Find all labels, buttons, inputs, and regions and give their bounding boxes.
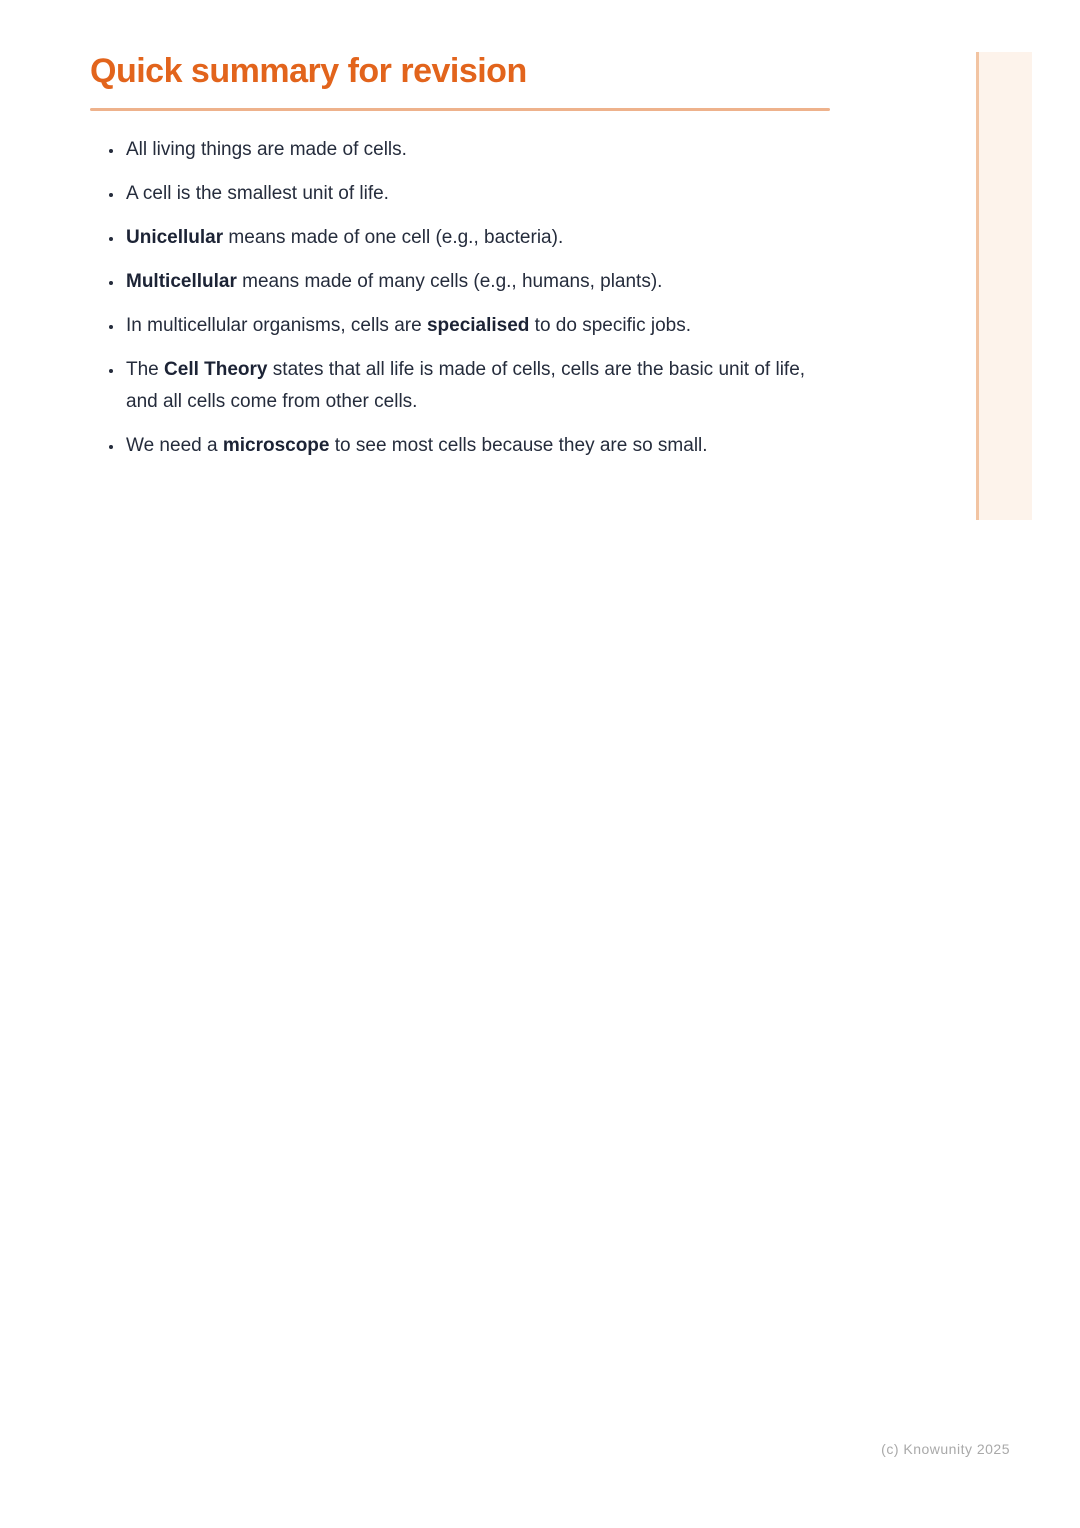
list-item	[124, 430, 835, 462]
body-text: In multicellular organisms, cells are	[126, 315, 427, 336]
page-title: Quick summary for revision	[90, 52, 527, 90]
list-item	[124, 222, 835, 254]
body-text: to do specific jobs.	[529, 315, 691, 336]
bold-term: Multicellular	[126, 271, 237, 292]
summary-list	[90, 134, 835, 474]
body-text: means made of many cells (e.g., humans, plants).	[236, 271, 663, 292]
copyright-footer: (c) Knowunity 2025	[881, 1441, 1010, 1457]
body-text: to see most cells because they are so small.	[329, 435, 708, 456]
list-item	[124, 354, 835, 418]
list-item	[124, 134, 835, 166]
bold-term: microscope	[222, 435, 330, 456]
body-text: A cell is the smallest unit of life.	[126, 183, 389, 204]
body-text: We need a	[126, 435, 223, 456]
title-divider	[90, 108, 830, 111]
list-item	[124, 266, 835, 298]
list-item	[124, 178, 835, 210]
right-accent-bar	[976, 52, 1032, 520]
body-text: All living things are made of cells.	[126, 139, 407, 160]
body-text: means made of one cell (e.g., bacteria).	[223, 227, 564, 248]
bold-term: Unicellular	[126, 227, 224, 248]
body-text: states that all life is made of cells, cells are the basic unit of life, and all cells come from other cells.	[126, 359, 806, 412]
list-item	[124, 310, 835, 342]
bold-term: Cell Theory	[164, 359, 268, 380]
bold-term: specialised	[426, 315, 530, 336]
body-text: The	[126, 359, 165, 380]
